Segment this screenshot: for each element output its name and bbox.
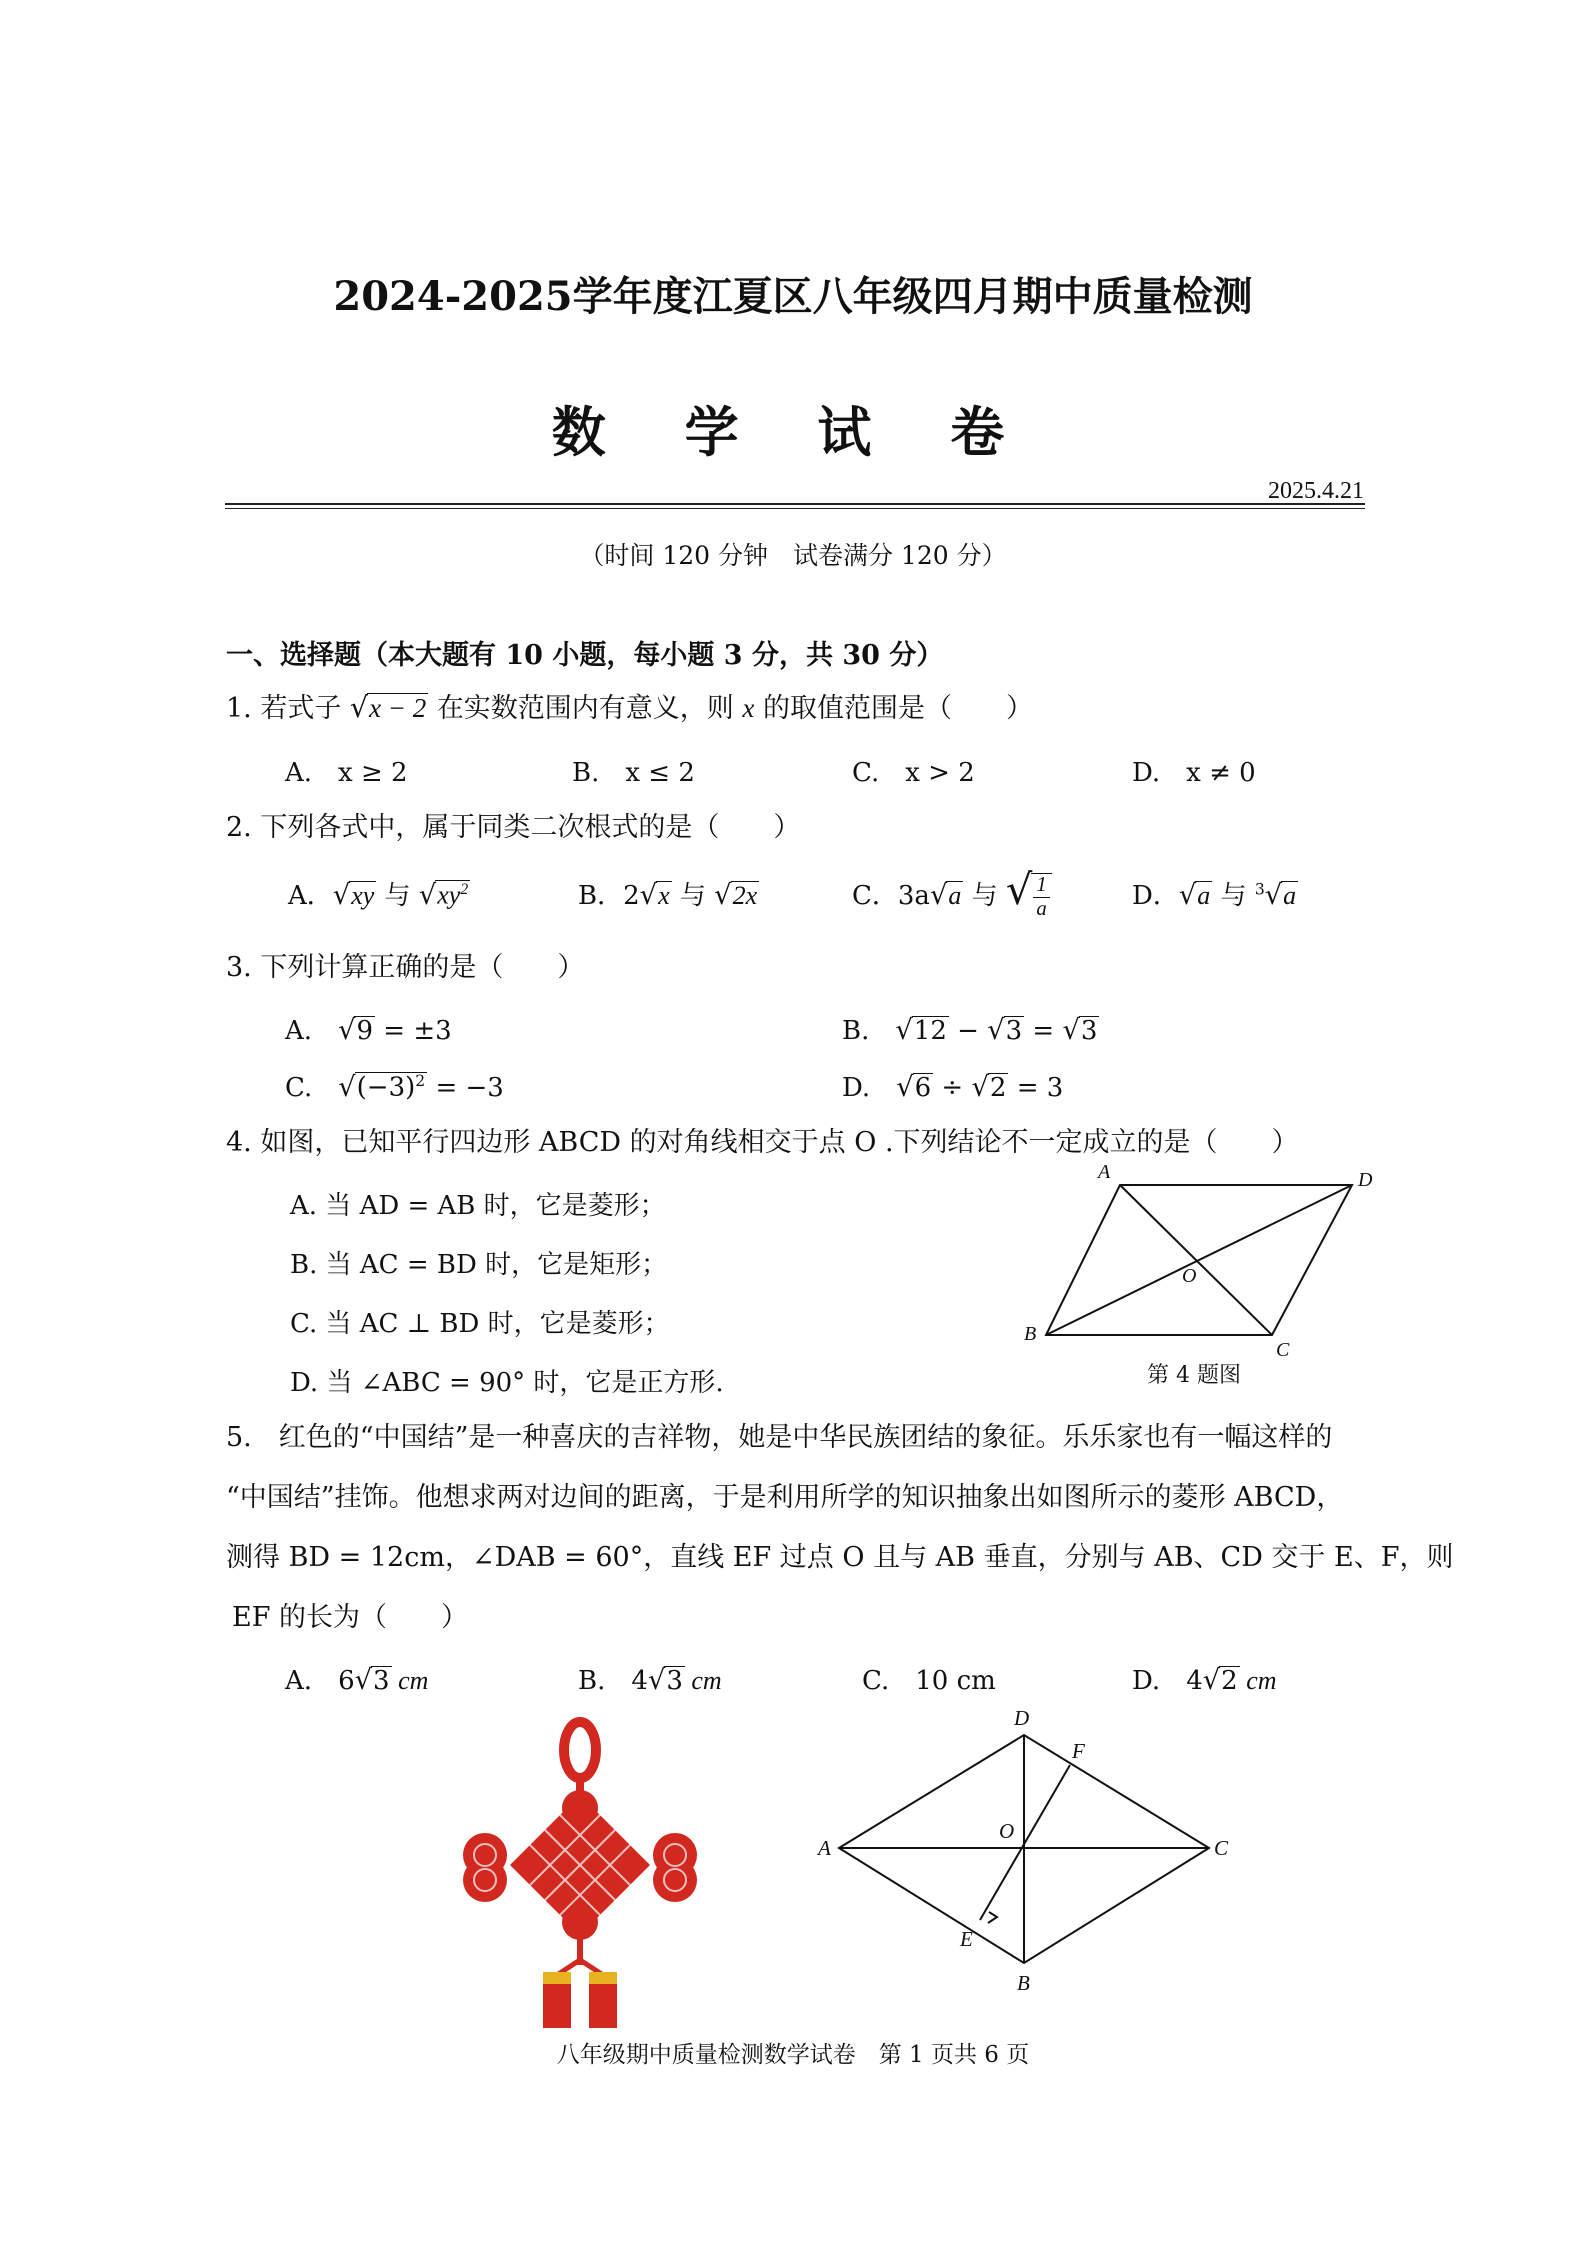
q5-line-2: “中国结”挂饰。他想求两对边间的距离，于是利用所学的知识抽象出如图所示的菱形 ABCD， [226, 1482, 1344, 1513]
right-angle-mark [988, 1912, 997, 1923]
q3-option-d: D. √6 ÷ √2 = 3 [842, 1072, 1064, 1103]
q5-label-a: A [818, 1836, 831, 1860]
header-rule-bottom [225, 508, 1365, 509]
exam-info: （时间 120 分钟 试卷满分 120 分） [579, 541, 1007, 570]
q4-label-c: C [1276, 1339, 1290, 1360]
q4-label-a: A [1098, 1161, 1111, 1183]
diagonal-ac [1120, 1185, 1272, 1335]
q5-label-f: F [1072, 1739, 1085, 1763]
q5-label-c: C [1214, 1836, 1229, 1860]
q5-label-d: D [1014, 1706, 1030, 1730]
q4-option-c: C. 当 AC ⊥ BD 时，它是菱形； [290, 1309, 670, 1339]
q4-label-o: O [1182, 1265, 1197, 1287]
q1-option-a: A. x ≥ 2 [285, 758, 408, 788]
q4-option-b: B. 当 AC = BD 时，它是矩形； [290, 1250, 668, 1280]
knot-right-loop-2 [653, 1858, 697, 1902]
q4-label-b: B [1024, 1323, 1037, 1345]
q5-option-c: C. 10 cm [862, 1666, 996, 1696]
question-4: 4. 如图，已知平行四边形 ABCD 的对角线相交于点 O .下列结论不一定成立的是（ ） [226, 1127, 1299, 1158]
page-footer: 八年级期中质量检测数学试卷 第 1 页共 6 页 [556, 2042, 1030, 2068]
q1-stem-c: 的取值范围是（ ） [762, 693, 1033, 724]
q2-option-b: B．2√x 与 √2x [578, 880, 758, 911]
q4-parallelogram-figure [1010, 1160, 1380, 1360]
q5-label-o: O [999, 1819, 1015, 1843]
q5-option-d: D. 4√2 cm [1132, 1665, 1277, 1696]
q2-option-d: D．√a 与 $^3$√a [1132, 880, 1297, 911]
question-1: 1. 若式子 √x − 2 在实数范围内有意义，则 x 的取值范围是（ ） [226, 691, 1033, 724]
q5-rhombus-figure [800, 1700, 1250, 2010]
q5-option-b: B. 4√3 cm [578, 1665, 722, 1696]
q2-option-a: A．√xy 与 $√xy^2$ [288, 880, 469, 911]
knot-top-loop [564, 1722, 596, 1778]
q2-option-c: C．3a√a 与 √ $\frac{1}{a}$ [852, 865, 1052, 921]
knot-left-loop-2 [463, 1858, 507, 1902]
q4-figure-caption: 第 4 题图 [1147, 1363, 1241, 1388]
exam-date: 2025.4.21 [1268, 478, 1364, 504]
q1-option-d: D. x ≠ 0 [1132, 758, 1256, 788]
diagonal-bd [1046, 1185, 1352, 1335]
q1-option-c: C. x > 2 [852, 758, 975, 788]
q1-option-b: B. x ≤ 2 [572, 758, 695, 788]
q5-option-a: A. 6√3 cm [285, 1665, 429, 1696]
exam-subtitle: 数 学 试 卷 [551, 400, 1035, 464]
exam-title: 2024-2025学年度江夏区八年级四月期中质量检测 [333, 273, 1253, 320]
q3-option-a: A. √9 = ±3 [285, 1015, 452, 1046]
q5-label-b: B [1017, 1971, 1030, 1995]
q4-label-d: D [1358, 1169, 1373, 1191]
knot-tassel-right [589, 1972, 617, 2028]
q5-line-4: EF 的长为（ ） [232, 1602, 469, 1633]
section-heading: 一、选择题（本大题有 10 小题，每小题 3 分，共 30 分） [226, 640, 944, 671]
q4-option-a: A. 当 AD = AB 时，它是菱形； [290, 1191, 666, 1221]
knot-bottom-circle [562, 1904, 598, 1940]
q1-var: x [742, 693, 755, 723]
q5-line-1: 5. 红色的“中国结”是一种喜庆的吉祥物，她是中华民族团结的象征。乐乐家也有一幅这样的 [226, 1422, 1333, 1453]
chinese-knot-image [445, 1710, 715, 2030]
q1-stem-a: 1. 若式子 [226, 693, 342, 724]
q3-option-c: C. $√(-3)^2 = -3$ [285, 1072, 504, 1103]
q5-label-e: E [960, 1927, 973, 1951]
header-rule-top [225, 503, 1365, 505]
q4-option-d: D. 当 ∠ABC = 90° 时，它是正方形. [290, 1368, 724, 1398]
knot-top-circle [562, 1790, 598, 1826]
q5-line-3: 测得 BD = 12cm，∠DAB = 60°，直线 EF 过点 O 且与 AB 垂直，分别与 AB、CD 交于 E、F，则 [226, 1542, 1454, 1573]
q1-stem-b: 在实数范围内有意义，则 [436, 693, 734, 724]
q1-radicand: x − 2 [369, 693, 427, 723]
q3-option-b: B. √12 − √3 = √3 [842, 1015, 1098, 1046]
question-2: 2. 下列各式中，属于同类二次根式的是（ ） [226, 812, 801, 843]
question-3: 3. 下列计算正确的是（ ） [226, 952, 585, 983]
knot-tassel-left [543, 1972, 571, 2028]
